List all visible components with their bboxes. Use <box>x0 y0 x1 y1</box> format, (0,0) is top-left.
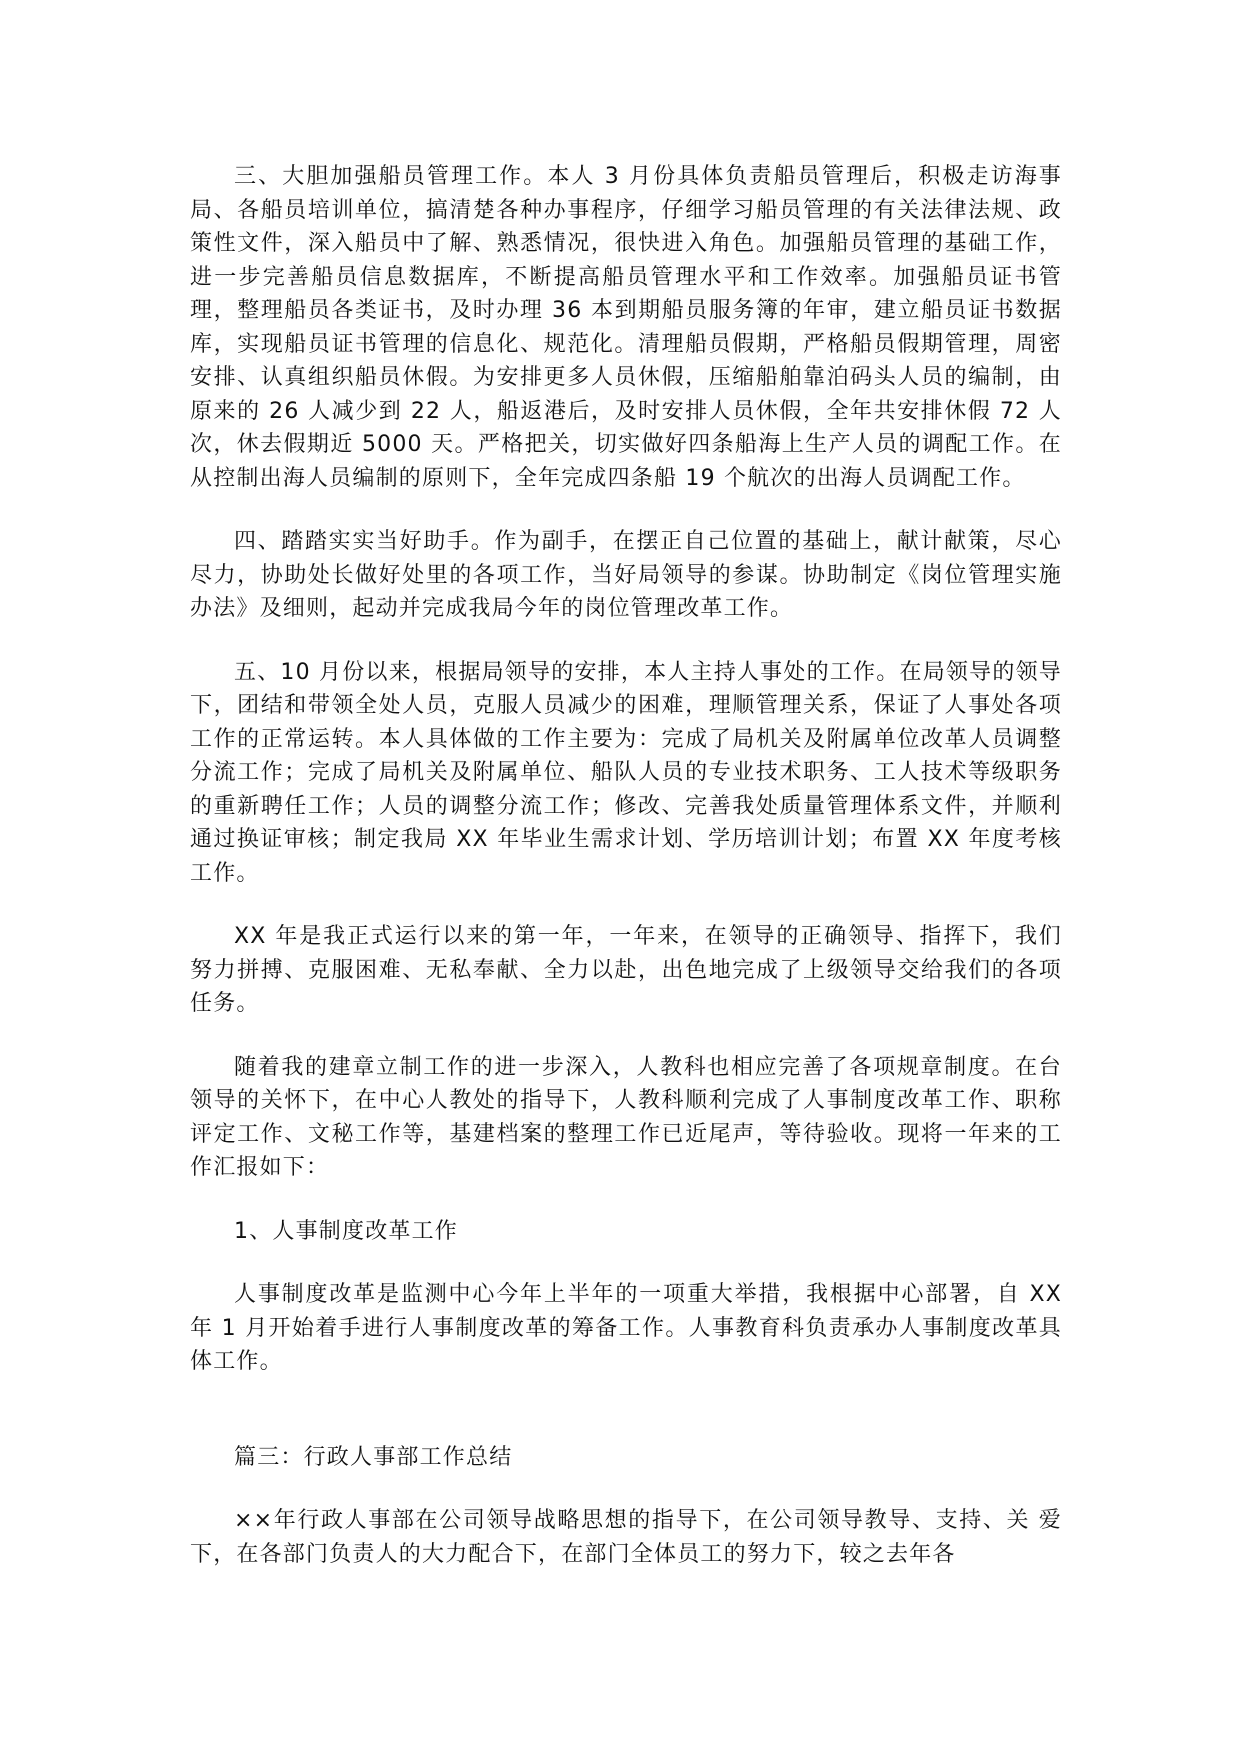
paragraph-reform-details: 人事制度改革是监测中心今年上半年的一项重大举措，我根据中心部署，自 XX 年 1 月开始着手进行人事制度改革的筹备工作。人事教育科负责承办人事制度改革具体工作。 <box>190 1282 1062 1374</box>
paragraph-assistant-role: 四、踏踏实实当好助手。作为副手，在摆正自己位置的基础上，献计献策，尽心尽力，协助处长做好处里的各项工作，当好局领导的参谋。协助制定《岗位管理实施办法》及细则，起动并完成我局今年的岗位管理改革工作。 <box>190 529 1062 621</box>
paragraph-ship-crew-management: 三、大胆加强船员管理工作。本人 3 月份具体负责船员管理后，积极走访海事局、各船员培训单位，搞清楚各种办事程序，仔细学习船员管理的有关法律法规、政策性文件，深入船员中了解、熟悉情况，很快进入角色。加强船员管理的基础工作，进一步完善船员信息数据库，不断提高船员管理水平和工作效率。加强船员证书管理，整理船员各类证书，及时办理 36 本到期船员服务簿的年审，建立船员证书数据库，实现船员证书管理的信息化、规范化。清理船员假期，严格船员假期管理，周密安排、认真组织船员休假。为安排更多人员休假，压缩船舶靠泊码头人员的编制，由原来的 26 人减少到 22 人，船返港后，及时安排人员休假，全年共安排休假 72 人次，休去假期近 5000 天。严格把关，切实做好四条船海上生产人员的调配工作。在从控制出海人员编制的原则下，全年完成四条船 19 个航次的出海人员调配工作。 <box>190 164 1062 491</box>
section-heading-part-three: 篇三：行政人事部工作总结 <box>234 1444 513 1470</box>
document-page <box>190 160 1062 1571</box>
paragraph-first-year-summary: XX 年是我正式运行以来的第一年，一年来，在领导的正确领导、指挥下，我们努力拼搏、克服困难、无私奉献、全力以赴，出色地完成了上级领导交给我们的各项任务。 <box>190 924 1062 1016</box>
paragraph-admin-hr-summary: ××年行政人事部在公司领导战略思想的指导下，在公司领导教导、支持、关 爱下，在各部门负责人的大力配合下，在部门全体员工的努力下，较之去年各 <box>190 1508 1062 1567</box>
section-heading-reform: 1、人事制度改革工作 <box>234 1218 458 1244</box>
paragraph-personnel-office-work: 五、10 月份以来，根据局领导的安排，本人主持人事处的工作。在局领导的领导下，团结和带领全处人员，克服人员减少的困难，理顺管理关系，保证了人事处各项工作的正常运转。本人具体做的工作主要为：完成了局机关及附属单位改革人员调整分流工作；完成了局机关及附属单位、船队人员的专业技术职务、工人技术等级职务的重新聘任工作；人员的调整分流工作；修改、完善我处质量管理体系文件，并顺利通过换证审核；制定我局 XX 年毕业生需求计划、学历培训计划；布置 XX 年度考核工作。 <box>190 659 1062 886</box>
paragraph-regulations-report: 随着我的建章立制工作的进一步深入，人教科也相应完善了各项规章制度。在台领导的关怀下，在中心人教处的指导下，人教科顺利完成了人事制度改革工作、职称评定工作、文秘工作等，基建档案的整理工作已近尾声，等待验收。现将一年来的工作汇报如下： <box>190 1054 1062 1180</box>
